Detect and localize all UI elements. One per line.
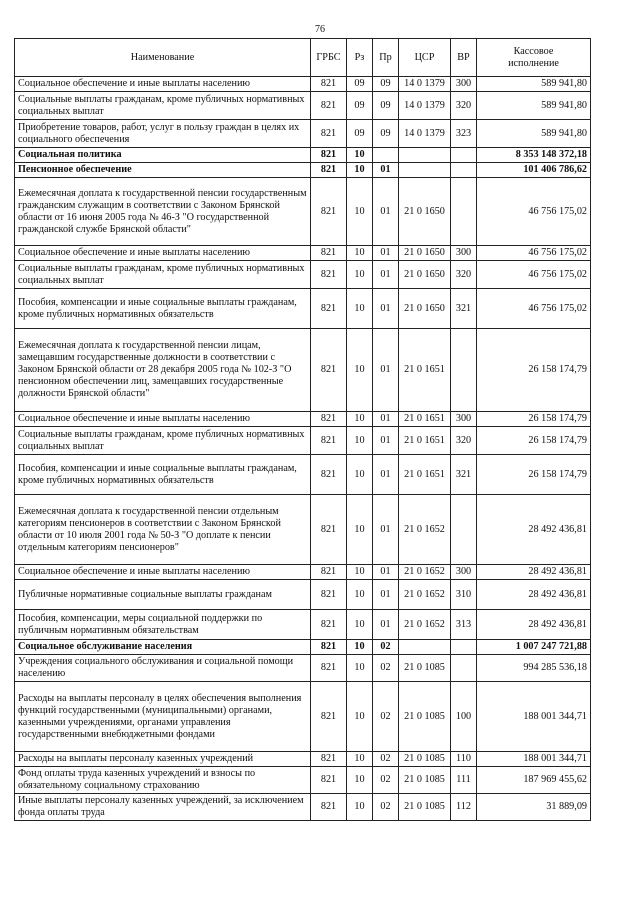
- header-csr: ЦСР: [399, 39, 451, 77]
- row-vr: 320: [451, 261, 477, 289]
- row-name: Ежемесячная доплата к государственной пенсии отдельным категориям пенсионеров в соответствии с Законом Брянской области от 10 июля 2001 года № 50-З "О доплате к пенсии отдельным категориям пенсионеров": [15, 495, 311, 565]
- row-rz: 10: [347, 163, 373, 178]
- row-amount: 28 492 436,81: [477, 565, 591, 580]
- row-rz: 10: [347, 148, 373, 163]
- row-name: Пособия, компенсации, меры социальной поддержки по публичным нормативным обязательствам: [15, 610, 311, 640]
- row-pr: 01: [373, 261, 399, 289]
- row-pr: 02: [373, 767, 399, 794]
- table-row: [15, 329, 591, 412]
- row-name: Социальные выплаты гражданам, кроме публичных нормативных социальных выплат: [15, 427, 311, 455]
- table-row: [15, 455, 591, 495]
- row-name: Социальное обеспечение и иные выплаты населению: [15, 565, 311, 580]
- row-vr: [451, 148, 477, 163]
- row-csr: 21 0 1085: [399, 655, 451, 682]
- row-amount: 46 756 175,02: [477, 261, 591, 289]
- table-row: [15, 120, 591, 148]
- row-csr: 21 0 1651: [399, 329, 451, 412]
- row-vr: [451, 655, 477, 682]
- row-vr: [451, 640, 477, 655]
- row-grbs: 821: [311, 610, 347, 640]
- row-grbs: 821: [311, 655, 347, 682]
- row-name: Социальное обслуживание населения: [15, 640, 311, 655]
- row-name: Пособия, компенсации и иные социальные выплаты гражданам, кроме публичных нормативных обязательств: [15, 455, 311, 495]
- table-row: [15, 289, 591, 329]
- row-amount: 589 941,80: [477, 77, 591, 92]
- row-grbs: 821: [311, 329, 347, 412]
- row-name: Социальное обеспечение и иные выплаты населению: [15, 77, 311, 92]
- table-row: [15, 178, 591, 246]
- row-rz: 10: [347, 565, 373, 580]
- table-row: [15, 495, 591, 565]
- row-csr: 21 0 1650: [399, 178, 451, 246]
- row-csr: 21 0 1651: [399, 412, 451, 427]
- row-name: Социальные выплаты гражданам, кроме публичных нормативных социальных выплат: [15, 261, 311, 289]
- row-amount: 26 158 174,79: [477, 427, 591, 455]
- row-csr: 21 0 1085: [399, 794, 451, 821]
- row-amount: 28 492 436,81: [477, 495, 591, 565]
- row-grbs: 821: [311, 289, 347, 329]
- table-row: [15, 148, 591, 163]
- row-vr: 111: [451, 767, 477, 794]
- row-rz: 09: [347, 77, 373, 92]
- row-rz: 10: [347, 289, 373, 329]
- row-rz: 10: [347, 610, 373, 640]
- row-grbs: 821: [311, 640, 347, 655]
- row-csr: 21 0 1652: [399, 565, 451, 580]
- row-pr: 01: [373, 565, 399, 580]
- row-amount: 994 285 536,18: [477, 655, 591, 682]
- table-row: [15, 580, 591, 610]
- row-csr: 21 0 1652: [399, 495, 451, 565]
- row-name: Социальные выплаты гражданам, кроме публичных нормативных социальных выплат: [15, 92, 311, 120]
- row-vr: [451, 163, 477, 178]
- row-grbs: 821: [311, 580, 347, 610]
- table-header: [15, 39, 591, 77]
- row-csr: 21 0 1085: [399, 767, 451, 794]
- row-grbs: 821: [311, 455, 347, 495]
- row-amount: 8 353 148 372,18: [477, 148, 591, 163]
- row-grbs: 821: [311, 92, 347, 120]
- table-row: [15, 655, 591, 682]
- row-vr: 300: [451, 565, 477, 580]
- row-grbs: 821: [311, 412, 347, 427]
- row-grbs: 821: [311, 682, 347, 752]
- table-row: [15, 767, 591, 794]
- row-rz: 10: [347, 261, 373, 289]
- table-row: [15, 610, 591, 640]
- row-name: Социальное обеспечение и иные выплаты населению: [15, 412, 311, 427]
- row-vr: 313: [451, 610, 477, 640]
- row-rz: 10: [347, 427, 373, 455]
- row-vr: 300: [451, 412, 477, 427]
- table-row: [15, 92, 591, 120]
- row-pr: 01: [373, 495, 399, 565]
- row-vr: 300: [451, 77, 477, 92]
- row-amount: 31 889,09: [477, 794, 591, 821]
- row-name: Ежемесячная доплата к государственной пенсии лицам, замещавшим государственные должности в соответствии с Законом Брянской области от 28 декабря 2005 года № 102-З "О пенсионном обеспечении лиц, замещавших государственные должности Брянской области": [15, 329, 311, 412]
- row-csr: 21 0 1085: [399, 752, 451, 767]
- row-pr: 02: [373, 794, 399, 821]
- row-amount: 46 756 175,02: [477, 289, 591, 329]
- row-amount: 101 406 786,62: [477, 163, 591, 178]
- row-vr: 323: [451, 120, 477, 148]
- row-grbs: 821: [311, 163, 347, 178]
- row-grbs: 821: [311, 794, 347, 821]
- row-csr: 14 0 1379: [399, 92, 451, 120]
- row-grbs: 821: [311, 752, 347, 767]
- header-grbs: ГРБС: [311, 39, 347, 77]
- row-vr: 112: [451, 794, 477, 821]
- row-name: Фонд оплаты труда казенных учреждений и взносы по обязательному социальному страхованию: [15, 767, 311, 794]
- row-csr: 21 0 1085: [399, 682, 451, 752]
- row-rz: 10: [347, 178, 373, 246]
- row-grbs: 821: [311, 427, 347, 455]
- row-rz: 10: [347, 752, 373, 767]
- row-pr: 09: [373, 120, 399, 148]
- row-grbs: 821: [311, 261, 347, 289]
- row-pr: 01: [373, 178, 399, 246]
- row-rz: 10: [347, 794, 373, 821]
- row-rz: 10: [347, 655, 373, 682]
- row-name: Пособия, компенсации и иные социальные выплаты гражданам, кроме публичных нормативных обязательств: [15, 289, 311, 329]
- row-pr: 01: [373, 455, 399, 495]
- row-vr: [451, 178, 477, 246]
- row-pr: 01: [373, 580, 399, 610]
- header-name: Наименование: [15, 39, 311, 77]
- row-rz: 10: [347, 495, 373, 565]
- row-grbs: 821: [311, 120, 347, 148]
- row-csr: 14 0 1379: [399, 77, 451, 92]
- row-rz: 09: [347, 120, 373, 148]
- row-vr: 320: [451, 427, 477, 455]
- row-csr: 21 0 1650: [399, 289, 451, 329]
- row-csr: [399, 148, 451, 163]
- row-pr: 09: [373, 77, 399, 92]
- row-vr: 310: [451, 580, 477, 610]
- row-rz: 10: [347, 412, 373, 427]
- table-row: [15, 427, 591, 455]
- row-name: Приобретение товаров, работ, услуг в пользу граждан в целях их социального обеспечения: [15, 120, 311, 148]
- row-csr: 14 0 1379: [399, 120, 451, 148]
- row-csr: 21 0 1651: [399, 427, 451, 455]
- row-pr: 01: [373, 427, 399, 455]
- row-pr: 01: [373, 610, 399, 640]
- row-amount: 1 007 247 721,88: [477, 640, 591, 655]
- row-rz: 10: [347, 455, 373, 495]
- row-csr: [399, 163, 451, 178]
- row-amount: 187 969 455,62: [477, 767, 591, 794]
- table-row: [15, 682, 591, 752]
- row-rz: 10: [347, 580, 373, 610]
- row-vr: 110: [451, 752, 477, 767]
- header-amount: Кассовое исполнение: [477, 39, 591, 77]
- table-row: [15, 412, 591, 427]
- row-rz: 10: [347, 329, 373, 412]
- row-grbs: 821: [311, 77, 347, 92]
- row-pr: 01: [373, 412, 399, 427]
- row-rz: 10: [347, 640, 373, 655]
- row-rz: 10: [347, 767, 373, 794]
- row-name: Публичные нормативные социальные выплаты гражданам: [15, 580, 311, 610]
- table-row: [15, 565, 591, 580]
- row-pr: 01: [373, 329, 399, 412]
- row-amount: 188 001 344,71: [477, 752, 591, 767]
- table-row: [15, 246, 591, 261]
- row-amount: 46 756 175,02: [477, 246, 591, 261]
- row-amount: 28 492 436,81: [477, 580, 591, 610]
- row-name: Расходы на выплаты персоналу казенных учреждений: [15, 752, 311, 767]
- row-amount: 589 941,80: [477, 92, 591, 120]
- row-vr: 321: [451, 455, 477, 495]
- row-vr: [451, 329, 477, 412]
- row-rz: 09: [347, 92, 373, 120]
- row-grbs: 821: [311, 246, 347, 261]
- row-amount: 26 158 174,79: [477, 329, 591, 412]
- row-grbs: 821: [311, 495, 347, 565]
- row-name: Расходы на выплаты персоналу в целях обеспечения выполнения функций государственными (муниципальными) органами, казенными учреждениями, органами управления государственными внебюджетными фондами: [15, 682, 311, 752]
- header-pr: Пр: [373, 39, 399, 77]
- page-number: 76: [315, 24, 325, 35]
- row-grbs: 821: [311, 565, 347, 580]
- header-vr: ВР: [451, 39, 477, 77]
- row-amount: 26 158 174,79: [477, 455, 591, 495]
- row-name: Учреждения социального обслуживания и социальной помощи населению: [15, 655, 311, 682]
- row-pr: 02: [373, 682, 399, 752]
- row-pr: 09: [373, 92, 399, 120]
- budget-table: [14, 38, 591, 821]
- row-pr: 02: [373, 752, 399, 767]
- row-name: Ежемесячная доплата к государственной пенсии государственным гражданским служащим в соответствии с Законом Брянской области от 16 июня 2005 года № 46-З "О государственной гражданской службе Брянской области": [15, 178, 311, 246]
- row-pr: 01: [373, 163, 399, 178]
- row-vr: 300: [451, 246, 477, 261]
- row-pr: 02: [373, 640, 399, 655]
- table-row: [15, 794, 591, 821]
- header-rz: Рз: [347, 39, 373, 77]
- row-grbs: 821: [311, 148, 347, 163]
- row-amount: 46 756 175,02: [477, 178, 591, 246]
- table-body: [15, 77, 591, 821]
- row-amount: 589 941,80: [477, 120, 591, 148]
- table-row: [15, 640, 591, 655]
- row-grbs: 821: [311, 767, 347, 794]
- row-name: Социальная политика: [15, 148, 311, 163]
- row-csr: [399, 640, 451, 655]
- row-pr: 02: [373, 655, 399, 682]
- table-row: [15, 261, 591, 289]
- table-row: [15, 77, 591, 92]
- table-row: [15, 163, 591, 178]
- row-name: Иные выплаты персоналу казенных учреждений, за исключением фонда оплаты труда: [15, 794, 311, 821]
- row-amount: 26 158 174,79: [477, 412, 591, 427]
- row-csr: 21 0 1650: [399, 261, 451, 289]
- row-csr: 21 0 1652: [399, 580, 451, 610]
- row-rz: 10: [347, 246, 373, 261]
- row-name: Пенсионное обеспечение: [15, 163, 311, 178]
- row-pr: 01: [373, 289, 399, 329]
- row-name: Социальное обеспечение и иные выплаты населению: [15, 246, 311, 261]
- table-row: [15, 752, 591, 767]
- row-vr: 321: [451, 289, 477, 329]
- row-csr: 21 0 1651: [399, 455, 451, 495]
- row-pr: [373, 148, 399, 163]
- row-pr: 01: [373, 246, 399, 261]
- row-rz: 10: [347, 682, 373, 752]
- row-vr: 100: [451, 682, 477, 752]
- row-csr: 21 0 1650: [399, 246, 451, 261]
- row-amount: 28 492 436,81: [477, 610, 591, 640]
- row-amount: 188 001 344,71: [477, 682, 591, 752]
- row-vr: [451, 495, 477, 565]
- row-csr: 21 0 1652: [399, 610, 451, 640]
- row-vr: 320: [451, 92, 477, 120]
- row-grbs: 821: [311, 178, 347, 246]
